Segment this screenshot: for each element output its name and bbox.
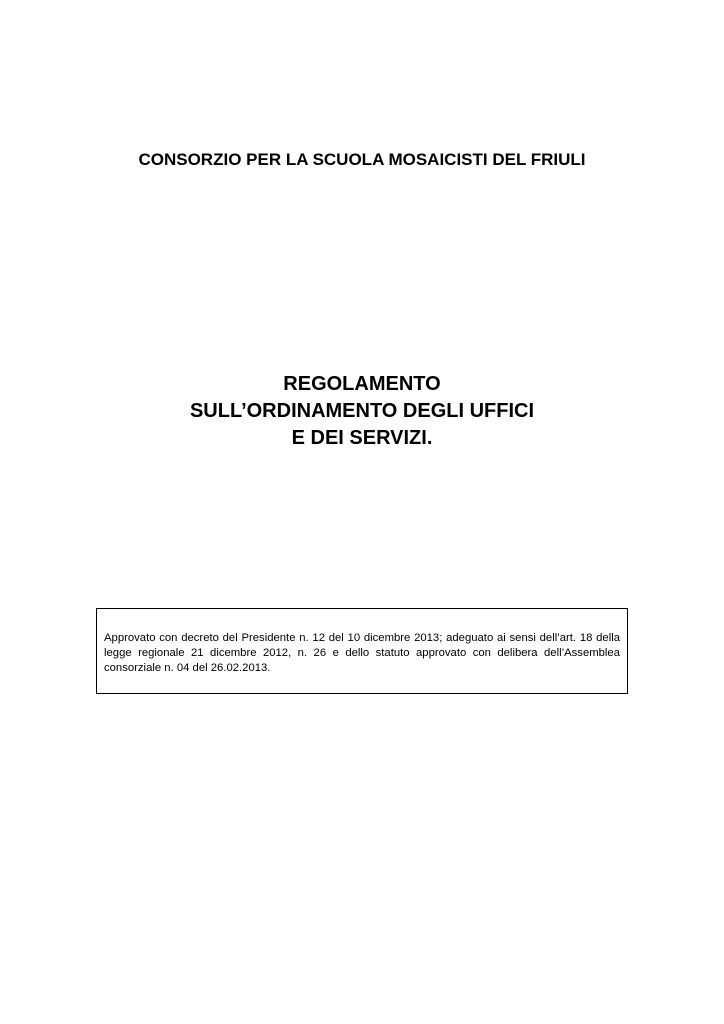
- approval-note-text: Approvato con decreto del Presidente n. 12 del 10 dicembre 2013; adeguato ai sensi dell’art. 18 della legge regionale 21 dicembre 2012, n. 26 e dello statuto approvato con delibera dell’Assemblea consorziale n. 04 del 26.02.2013.: [104, 632, 620, 674]
- document-title-line-2: SULL’ORDINAMENTO DEGLI UFFICI: [189, 400, 535, 422]
- document-title-line-1: REGOLAMENTO: [283, 373, 441, 395]
- document-title-line-3: E DEI SERVIZI.: [291, 427, 433, 449]
- document-title: [0, 371, 724, 452]
- approval-note-box: [96, 608, 628, 694]
- organization-name: CONSORZIO PER LA SCUOLA MOSAICISTI DEL FRIULI: [138, 150, 586, 169]
